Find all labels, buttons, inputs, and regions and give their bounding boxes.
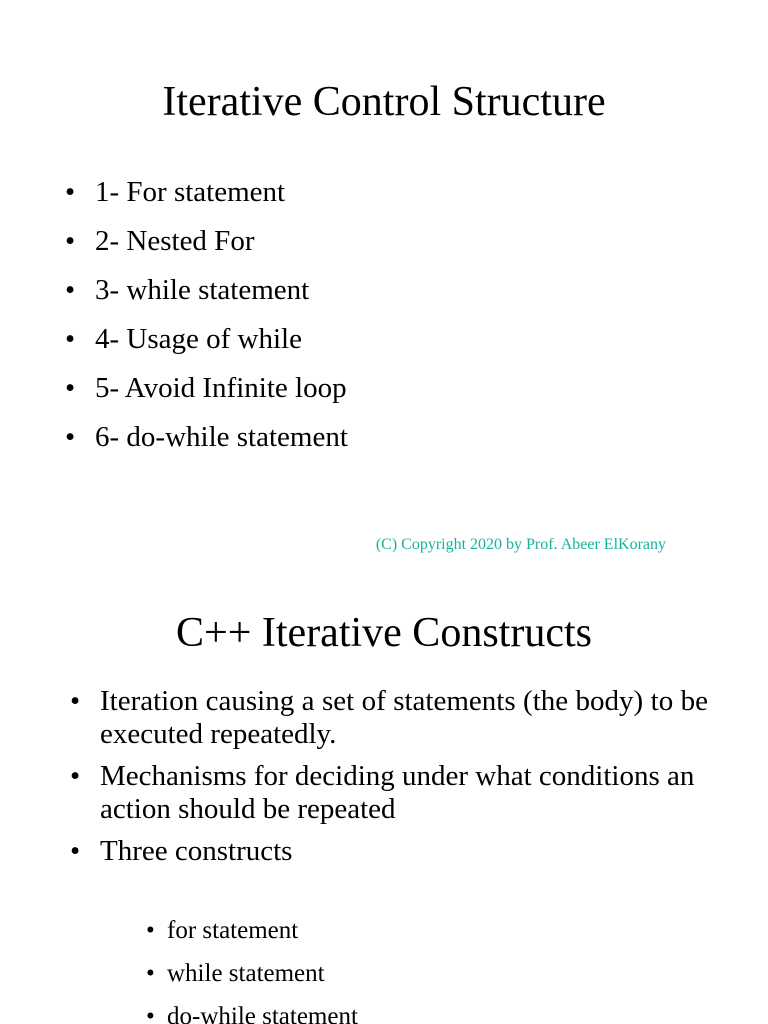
list-item-text: 3- while statement (95, 274, 310, 306)
bullet-icon: • (146, 1003, 155, 1024)
copyright-notice: (C) Copyright 2020 by Prof. Abeer ElKorany (375, 536, 666, 553)
bullet-icon: • (65, 176, 76, 208)
bullet-icon: • (65, 372, 76, 404)
list-item (65, 225, 348, 274)
list-item (70, 760, 708, 826)
slide-title: C++ Iterative Constructs (176, 610, 592, 656)
sub-list-item-text: do-while statement (167, 1003, 358, 1024)
list-item (65, 372, 348, 421)
slide-title: Iterative Control Structure (162, 79, 606, 125)
list-item-text: 2- Nested For (95, 225, 255, 257)
bullet-icon: • (65, 274, 76, 306)
slide-cpp-iterative-constructs (0, 580, 768, 1024)
list-item-text: 5- Avoid Infinite loop (95, 372, 347, 404)
list-item-text: 4- Usage of while (95, 323, 302, 355)
list-item (70, 685, 708, 751)
list-item (65, 176, 348, 225)
list-item (70, 835, 708, 868)
bullet-icon: • (70, 760, 81, 792)
concept-list (70, 685, 708, 877)
list-item (65, 274, 348, 323)
list-item (65, 323, 348, 372)
bullet-icon: • (65, 421, 76, 453)
bullet-icon: • (70, 685, 81, 717)
list-item (65, 421, 348, 470)
bullet-icon: • (70, 835, 81, 867)
list-item-text: Three constructs (100, 835, 293, 867)
list-item-text: Mechanisms for deciding under what conditions an action should be repeated (100, 760, 695, 825)
sub-list-item-text: while statement (167, 960, 325, 987)
sub-list-item (146, 916, 358, 959)
list-item-text: Iteration causing a set of statements (the body) to be executed repeatedly. (100, 685, 708, 750)
bullet-icon: • (65, 323, 76, 355)
bullet-icon: • (146, 917, 155, 944)
construct-sublist (146, 916, 358, 1024)
topic-list (65, 176, 348, 470)
bullet-icon: • (146, 960, 155, 987)
list-item-text: 6- do-while statement (95, 421, 348, 453)
sub-list-item (146, 1002, 358, 1024)
list-item-text: 1- For statement (95, 176, 286, 208)
sub-list-item (146, 959, 358, 1002)
sub-list-item-text: for statement (167, 917, 299, 944)
bullet-icon: • (65, 225, 76, 257)
